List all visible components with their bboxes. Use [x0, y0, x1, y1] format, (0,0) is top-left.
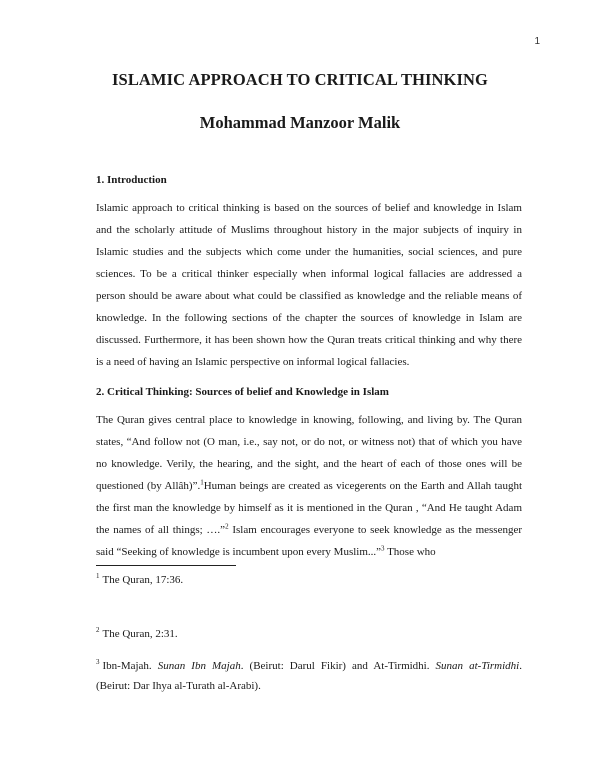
footnote-ref: 2 — [225, 522, 229, 531]
citation-title: Sunan at-Tirmidhi — [435, 660, 520, 672]
section-heading-sources: 2. Critical Thinking: Sources of belief and Knowledge in Islam — [96, 386, 389, 398]
paper-title: ISLAMIC APPROACH TO CRITICAL THINKING — [112, 70, 488, 89]
footnote-2 — [96, 624, 522, 644]
author-name: Mohammad Manzoor Malik — [199, 113, 401, 132]
footnote-3 — [96, 656, 522, 696]
citation-title: Sunan Ibn Majah — [157, 660, 241, 672]
introduction-paragraph: Islamic approach to critical thinking is based on the sources of belief and knowledge in Islam and the scholarly attitude of Muslims throughout history in the major subjects of inquiry in Islamic studies and the subjects which come under the humanities, social sciences, and pure sciences. To be a critical thinker especially when informal logical fallacies are addressed a person should be aware about what could be classified as knowledge and the reliable means of knowledge. In the following sections of the chapter the sources of knowledge in Islam are discussed. Furthermore, it has been shown how the Quran treats critical thinking and why there is a need of having an Islamic perspective on informal logical fallacies. — [96, 202, 522, 368]
footnote-ref: 3 — [381, 544, 385, 553]
paragraph-text: Human beings are created as vicegerents on the Earth and Allah taught the first man the knowledge by himself as it is mentioned in the Quran , “And He taught Adam the names of all things; ….” — [96, 480, 522, 536]
sources-paragraph — [96, 409, 522, 563]
paragraph-text: The Quran gives central place to knowledge in knowing, following, and living by. The Quran states, “And follow not (O man, i.e., say not, or do not, or witness not) that of which you have no knowledge. Verily, the hearing, and the sight, and the heart of each of those ones will be questioned (by Allâh)”. — [96, 414, 522, 492]
footnote-mark: 3 — [96, 658, 100, 667]
footnote-text: The Quran, 17:36. — [102, 574, 184, 586]
footnote-ref: 1 — [200, 478, 204, 487]
paragraph-text: Those who — [384, 546, 436, 558]
footnote-1 — [96, 570, 522, 590]
paragraph-text: Islam encourages everyone to seek knowledge as the messenger said “Seeking of knowledge is incumbent upon every Muslim...” — [96, 524, 523, 558]
footnote-mark: 2 — [96, 626, 100, 635]
footnote-text: The Quran, 2:31. — [102, 628, 178, 640]
footnote-mark: 1 — [96, 572, 100, 581]
footnote-text: . (Beirut: Dar Ihya al-Turath al-Arabi). — [96, 660, 522, 692]
footnote-divider — [96, 565, 236, 566]
footnote-text: . (Beirut: Darul Fikir) and At-Tirmidhi. — [240, 660, 436, 672]
section-heading-introduction: 1. Introduction — [96, 174, 167, 186]
page-number: 1 — [534, 36, 540, 47]
footnote-text: Ibn-Majah. — [102, 660, 158, 672]
